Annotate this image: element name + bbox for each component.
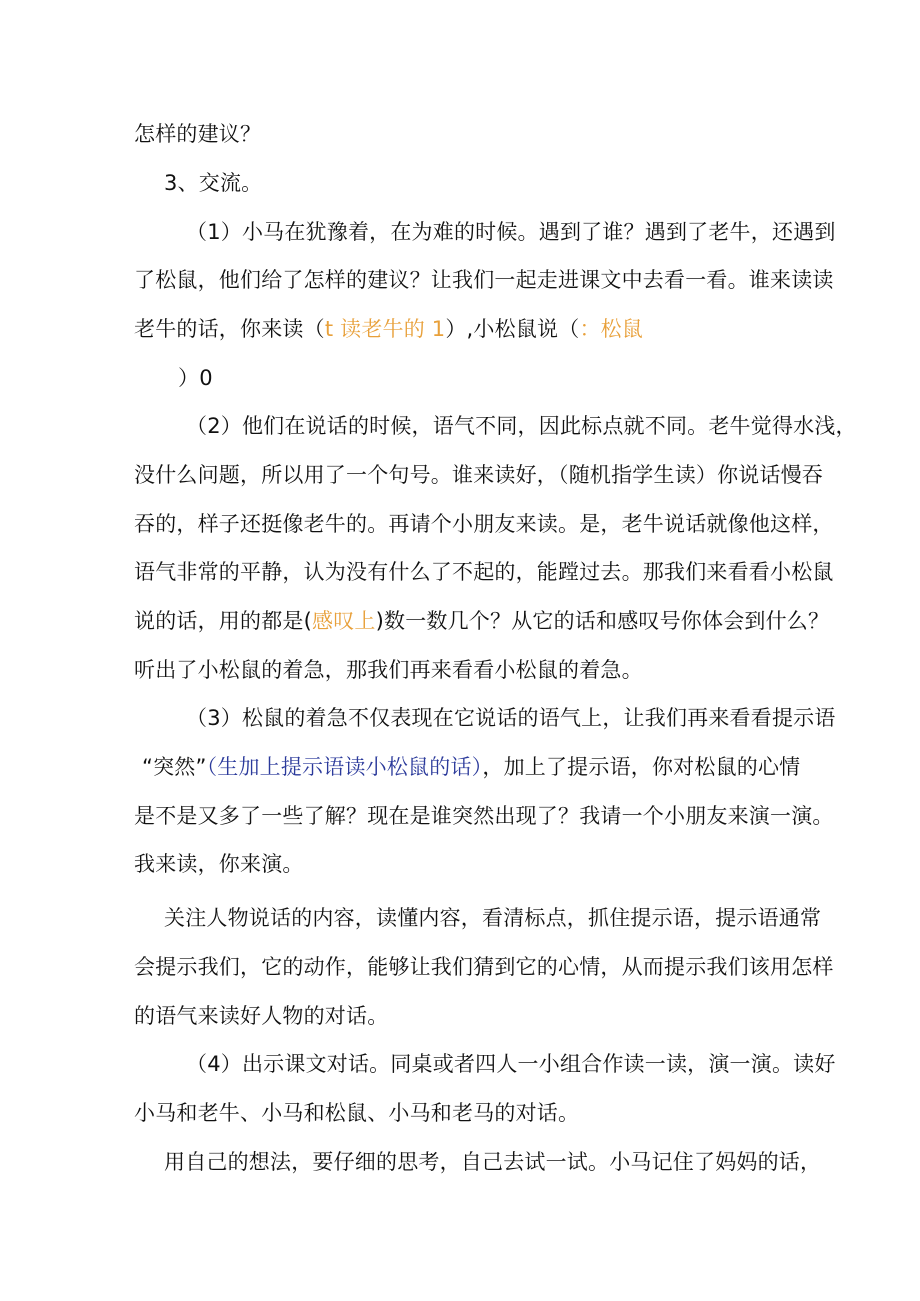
text-segment: ，加上了提示语，你对松鼠的心情 [482,755,801,779]
highlight-text: （生加上提示语读小松鼠的话） [206,755,483,779]
text-line: 语气非常的平静，认为没有什么了不起的，能蹚过去。那我们来看看小松鼠 [134,560,834,584]
highlight-text: 感叹上 [312,609,376,633]
text-line: 怎样的建议？ [134,122,262,146]
text-line: （2）他们在说话的时候，语气不同，因此标点就不同。老牛觉得水浅， [186,414,857,438]
text-line: 没什么问题，所以用了一个句号。谁来读好，（随机指学生读）你说话慢吞 [134,463,824,487]
text-line: 关注人物说话的内容，读懂内容，看清标点，抓住提示语，提示语通常 [164,906,822,930]
text-line: 听出了小松鼠的着急，那我们再来看看小松鼠的着急。 [134,658,643,682]
text-line: 用自己的想法，要仔细的思考，自己去试一试。小马记住了妈妈的话， [164,1150,822,1174]
highlight-text: ：松鼠 [579,317,644,341]
text-line [142,753,800,781]
text-line: （4）出示课文对话。同桌或者四人一小组合作读一读，演一演。读好 [186,1052,836,1076]
text-line: 会提示我们，它的动作，能够让我们猜到它的心情，从而提示我们该用怎样 [134,955,834,979]
text-line: 我来读，你来演。 [134,852,304,876]
text-line: （1）小马在犹豫着，在为难的时候。遇到了谁？遇到了老牛，还遇到 [186,220,836,244]
text-line [134,607,829,635]
text-line [134,315,643,343]
text-line: 小马和老牛、小马和松鼠、小马和老马的对话。 [134,1101,580,1125]
text-line: 吞的，样子还挺像老牛的。再请个小朋友来读。是，老牛说话就像他这样， [134,512,834,536]
text-segment: ）,小松鼠说（ [445,317,580,341]
text-line: ）0 [178,366,213,390]
section-heading: 3、交流。 [164,171,263,195]
text-segment: 说的话，用的都是( [134,609,312,633]
text-line: （3）松鼠的着急不仅表现在它说话的语气上，让我们再来看看提示语 [186,706,836,730]
text-line: 的语气来读好人物的对话。 [134,1004,389,1028]
highlight-text: t 读老牛的 1 [324,317,446,341]
text-segment: 老牛的话，你来读（ [134,317,325,341]
text-line: 是不是又多了一些了解？现在是谁突然出现了？我请一个小朋友来演一演。 [134,804,834,828]
text-line: 了松鼠，他们给了怎样的建议？让我们一起走进课文中去看一看。谁来读读 [134,268,834,292]
text-segment: “突然” [142,755,207,779]
text-segment: )数一数几个？从它的话和感叹号你体会到什么？ [375,609,830,633]
